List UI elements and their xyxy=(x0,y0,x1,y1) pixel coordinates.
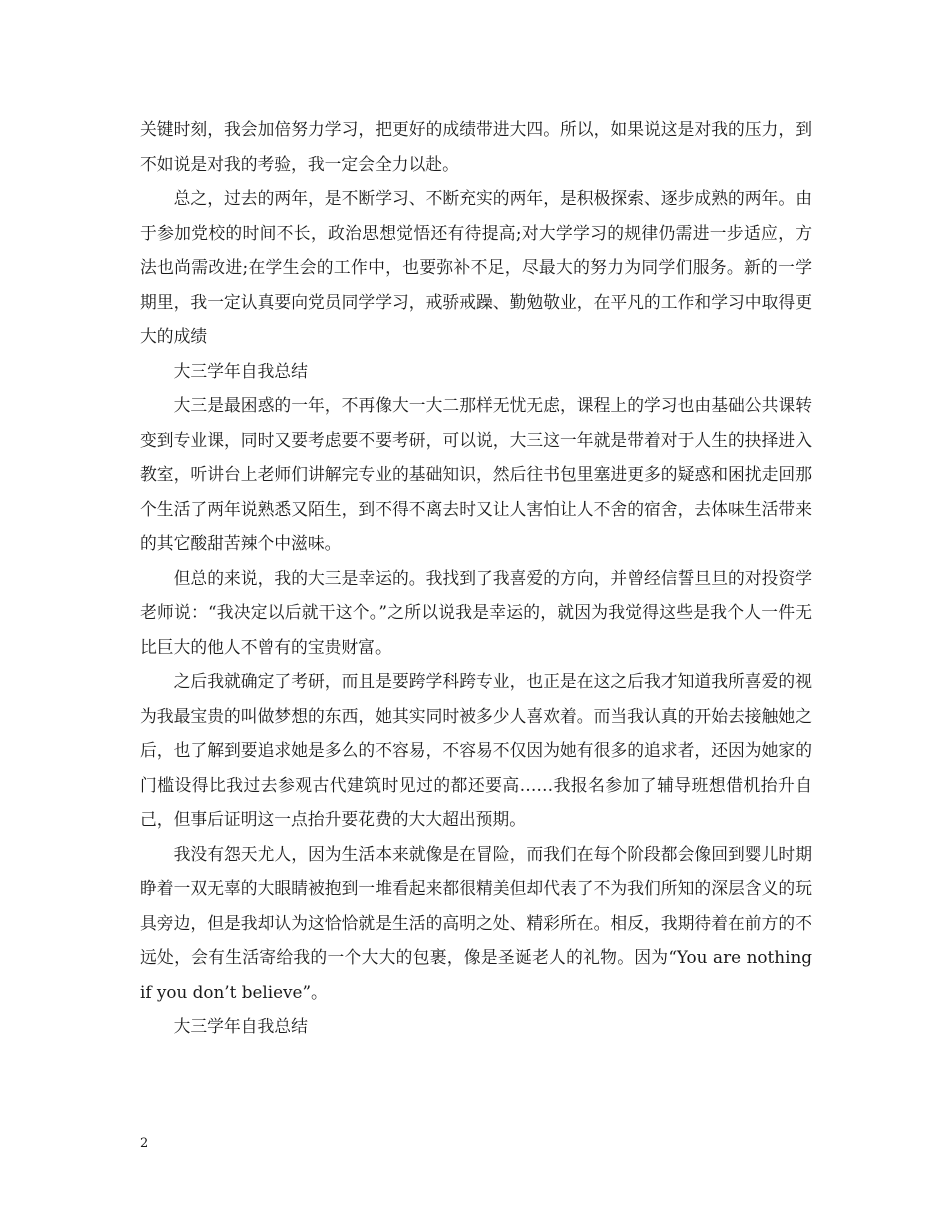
paragraph-lucky: 但总的来说，我的大三是幸运的。我找到了我喜爱的方向，并曾经信誓旦旦的对投资学老师说：“我决定以后就干这个。”之所以说我是幸运的，就因为我觉得这些是我个人一件无比巨大的他人不曾有的宝贵财富。 xyxy=(140,567,812,657)
document-body xyxy=(140,112,812,1044)
paragraph-no-complaint: 我没有怨天尤人，因为生活本来就像是在冒险，而我们在每个阶段都会像回到婴儿时期睁着一双无辜的大眼睛被抱到一堆看起来都很精美但却代表了不为我们所知的深层含义的玩具旁边，但是我却认为这恰恰就是生活的高明之处、精彩所在。相反，我期待着在前方的不远处，会有生活寄给我的一个大大的包裹，像是圣诞老人的礼物。因为“You are nothing if you don’t believe”。 xyxy=(140,843,812,1002)
section-heading: 大三学年自我总结 xyxy=(173,360,308,381)
page-number: 2 xyxy=(140,1136,149,1151)
paragraph-postgraduate: 之后我就确定了考研，而且是要跨学科跨专业，也正是在这之后我才知道我所喜爱的视为我最宝贵的叫做梦想的东西，她其实同时被多少人喜欢着。而当我认真的开始去接触她之后，也了解到要追求她是多么的不容易，不容易不仅因为她有很多的追求者，还因为她家的门槛设得比我过去参观古代建筑时见过的都还要高……我报名参加了辅导班想借机抬升自己，但事后证明这一点抬升要花费的大大超出预期。 xyxy=(140,671,812,829)
section-heading-2: 大三学年自我总结 xyxy=(173,1016,308,1036)
paragraph-junior-year: 大三是最困惑的一年，不再像大一大二那样无忧无虑，课程上的学习也由基础公共课转变到专业课，同时又要考虑要不要考研，可以说，大三这一年就是带着对于人生的抉择进入教室，听讲台上老师们讲解完专业的基础知识，然后往书包里塞进更多的疑惑和困扰走回那个生活了两年说熟悉又陌生，到不得不离去时又让人害怕让人不舍的宿舍，去体味生活带来的其它酸甜苦辣个中滋味。 xyxy=(140,395,812,553)
paragraph-summary: 总之，过去的两年，是不断学习、不断充实的两年，是积极探索、逐步成熟的两年。由于参加党校的时间不长，政治思想觉悟还有待提高;对大学学习的规律仍需进一步适应，方法也尚需改进;在学生会的工作中，也要弥补不足，尽最大的努力为同学们服务。新的一学期里，我一定认真要向党员同学学习，戒骄戒躁、勤勉敬业，在平凡的工作和学习中取得更大的成绩 xyxy=(140,188,812,346)
paragraph-continuation: 关键时刻，我会加倍努力学习，把更好的成绩带进大四。所以，如果说这是对我的压力，到不如说是对我的考验，我一定会全力以赴。 xyxy=(140,119,812,174)
